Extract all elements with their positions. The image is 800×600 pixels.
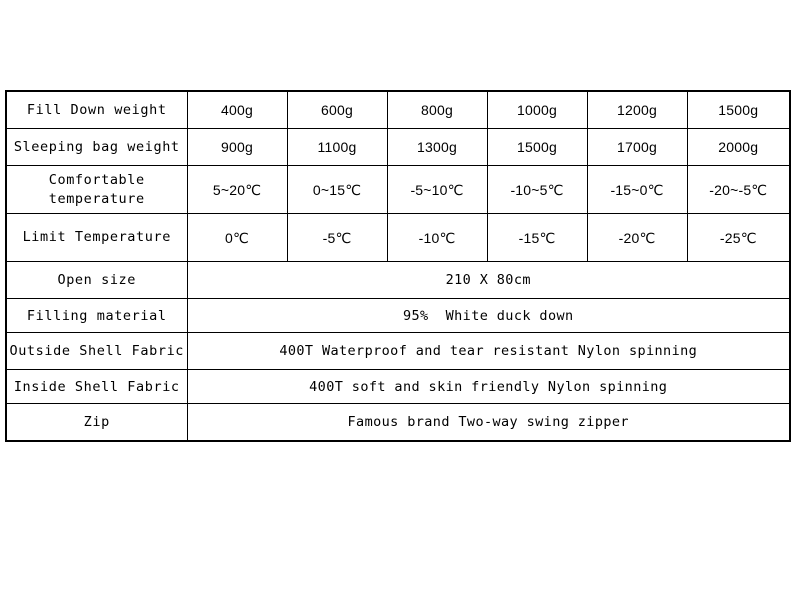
table-row	[6, 166, 790, 214]
table-cell: -5~10℃	[387, 166, 487, 214]
table-row	[6, 370, 790, 404]
row-label-limit-temperature: Limit Temperature	[6, 214, 187, 262]
table-cell: -10~5℃	[487, 166, 587, 214]
table-row	[6, 404, 790, 442]
table-cell: -25℃	[687, 214, 790, 262]
row-label-comfortable-temperature: Comfortable temperature	[6, 166, 187, 214]
row-label-fill-down-weight: Fill Down weight	[6, 91, 187, 129]
table-cell: 400g	[187, 91, 287, 129]
table-row	[6, 214, 790, 262]
table-row	[6, 299, 790, 333]
table-cell: 0~15℃	[287, 166, 387, 214]
table-cell: 1500g	[487, 129, 587, 166]
table-cell-outside-shell-fabric: 400T Waterproof and tear resistant Nylon spinning	[187, 333, 790, 370]
row-label-sleeping-bag-weight: Sleeping bag weight	[6, 129, 187, 166]
table-cell-filling-material: 95% White duck down	[187, 299, 790, 333]
row-label-outside-shell-fabric: Outside Shell Fabric	[6, 333, 187, 370]
table-row	[6, 262, 790, 299]
table-cell: 800g	[387, 91, 487, 129]
table-cell: -5℃	[287, 214, 387, 262]
table-row	[6, 91, 790, 129]
table-cell: -20~-5℃	[687, 166, 790, 214]
table-cell: -20℃	[587, 214, 687, 262]
table-cell: -15~0℃	[587, 166, 687, 214]
table-cell: 1100g	[287, 129, 387, 166]
table-cell: 1200g	[587, 91, 687, 129]
table-cell: 1700g	[587, 129, 687, 166]
table-cell: 5~20℃	[187, 166, 287, 214]
table-cell: 1300g	[387, 129, 487, 166]
table-cell-open-size: 210 X 80cm	[187, 262, 790, 299]
row-label-filling-material: Filling material	[6, 299, 187, 333]
table-cell-inside-shell-fabric: 400T soft and skin friendly Nylon spinning	[187, 370, 790, 404]
table-cell: 2000g	[687, 129, 790, 166]
table-cell: 1000g	[487, 91, 587, 129]
table-cell: 600g	[287, 91, 387, 129]
table-cell-zip: Famous brand Two-way swing zipper	[187, 404, 790, 442]
table-row	[6, 333, 790, 370]
table-cell: 900g	[187, 129, 287, 166]
table-row	[6, 129, 790, 166]
table-cell: 1500g	[687, 91, 790, 129]
row-label-zip: Zip	[6, 404, 187, 442]
row-label-open-size: Open size	[6, 262, 187, 299]
table-cell: -10℃	[387, 214, 487, 262]
table-cell: 0℃	[187, 214, 287, 262]
table-cell: -15℃	[487, 214, 587, 262]
spec-table	[5, 90, 791, 442]
row-label-inside-shell-fabric: Inside Shell Fabric	[6, 370, 187, 404]
